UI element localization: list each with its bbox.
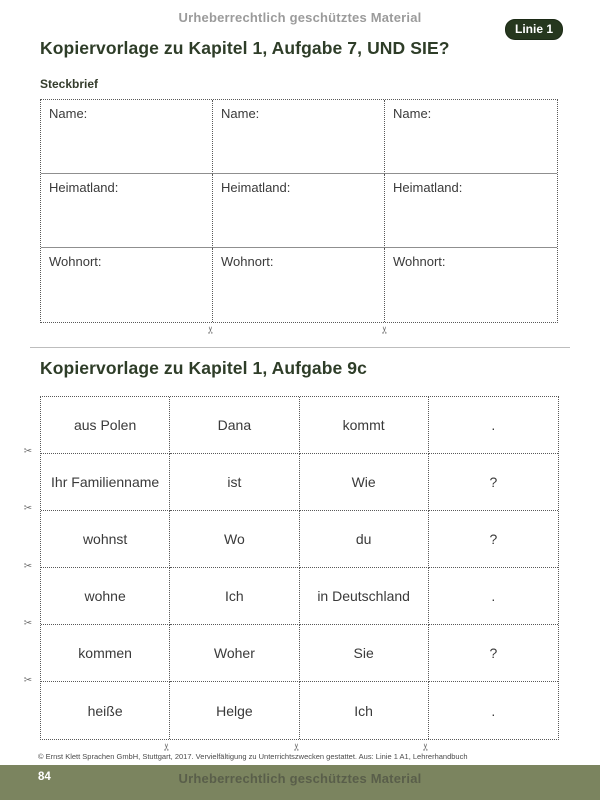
table-cell: wohnst: [41, 511, 170, 568]
table-cell: .: [429, 568, 558, 625]
table-cell: Name:: [41, 100, 213, 174]
table-cell: kommen: [41, 625, 170, 682]
table-cell: .: [491, 702, 496, 719]
scissors-icon: ✂: [23, 561, 33, 572]
table-cell: Heimatland:: [213, 174, 385, 248]
table-cell: ?: [429, 511, 558, 568]
table-cell: ist: [170, 454, 299, 511]
scissors-icon: ✂: [23, 503, 33, 514]
table-cell: Wohnort:: [393, 254, 446, 269]
table-cell: .: [429, 397, 558, 454]
table-cell: Ich: [300, 682, 429, 739]
steckbrief-label: Steckbrief: [40, 77, 99, 91]
linie-1-badge: Linie 1: [505, 19, 563, 40]
table-cell: Dana: [170, 397, 299, 454]
table-cell: ?: [429, 625, 558, 682]
scissors-icon: ✂: [421, 742, 432, 752]
table-cell: Name:: [213, 100, 385, 174]
scissors-icon: ✂: [23, 618, 33, 629]
table-cell: wohne: [41, 568, 170, 625]
bottom-watermark-text: Urheberrechtlich geschütztes Material: [178, 771, 422, 786]
table-cell: Name:: [385, 100, 557, 174]
scissors-icon: ✂: [162, 742, 173, 752]
footer-bar: [0, 765, 600, 800]
scissors-icon: ✂: [206, 325, 217, 335]
scissors-icon: ✂: [380, 325, 391, 335]
section1-title: Kopiervorlage zu Kapitel 1, Aufgabe 7, UND SIE?: [40, 38, 450, 58]
table-cell: Wohnort:: [41, 248, 213, 322]
table-cell: kommt: [300, 397, 429, 454]
table-cell: Ihr Familienname: [41, 454, 170, 511]
scissors-icon: ✂: [23, 446, 33, 457]
table-cell: Wo: [170, 511, 299, 568]
table-cell: Ich: [170, 568, 299, 625]
word-cards-table: [40, 396, 559, 740]
table-cell: Heimatland:: [385, 174, 557, 248]
table-cell: Woher: [170, 625, 299, 682]
section-divider: [30, 347, 570, 348]
table-cell: Wie: [300, 454, 429, 511]
table-cell: Sie: [300, 625, 429, 682]
table-cell: aus Polen: [41, 397, 170, 454]
copyright-text: © Ernst Klett Sprachen GmbH, Stuttgart, 2017. Vervielfältigung zu Unterrichtszwecken gestattet. Aus: Linie 1 A1, Lehrerhandbuch: [38, 752, 468, 761]
table-cell: in Deutschland: [300, 568, 429, 625]
section2-title: Kopiervorlage zu Kapitel 1, Aufgabe 9c: [40, 358, 367, 378]
scissors-icon: ✂: [292, 742, 303, 752]
table-cell: Wohnort:: [213, 248, 385, 322]
table-cell: ?: [429, 454, 558, 511]
table-cell: Helge: [170, 682, 299, 739]
steckbrief-table: [40, 99, 558, 323]
table-cell: du: [300, 511, 429, 568]
page-number: 84: [38, 771, 51, 783]
table-cell: Heimatland:: [41, 174, 213, 248]
top-watermark-text: Urheberrechtlich geschütztes Material: [178, 10, 422, 25]
table-cell: heiße: [41, 682, 170, 739]
scissors-icon: ✂: [23, 675, 33, 686]
